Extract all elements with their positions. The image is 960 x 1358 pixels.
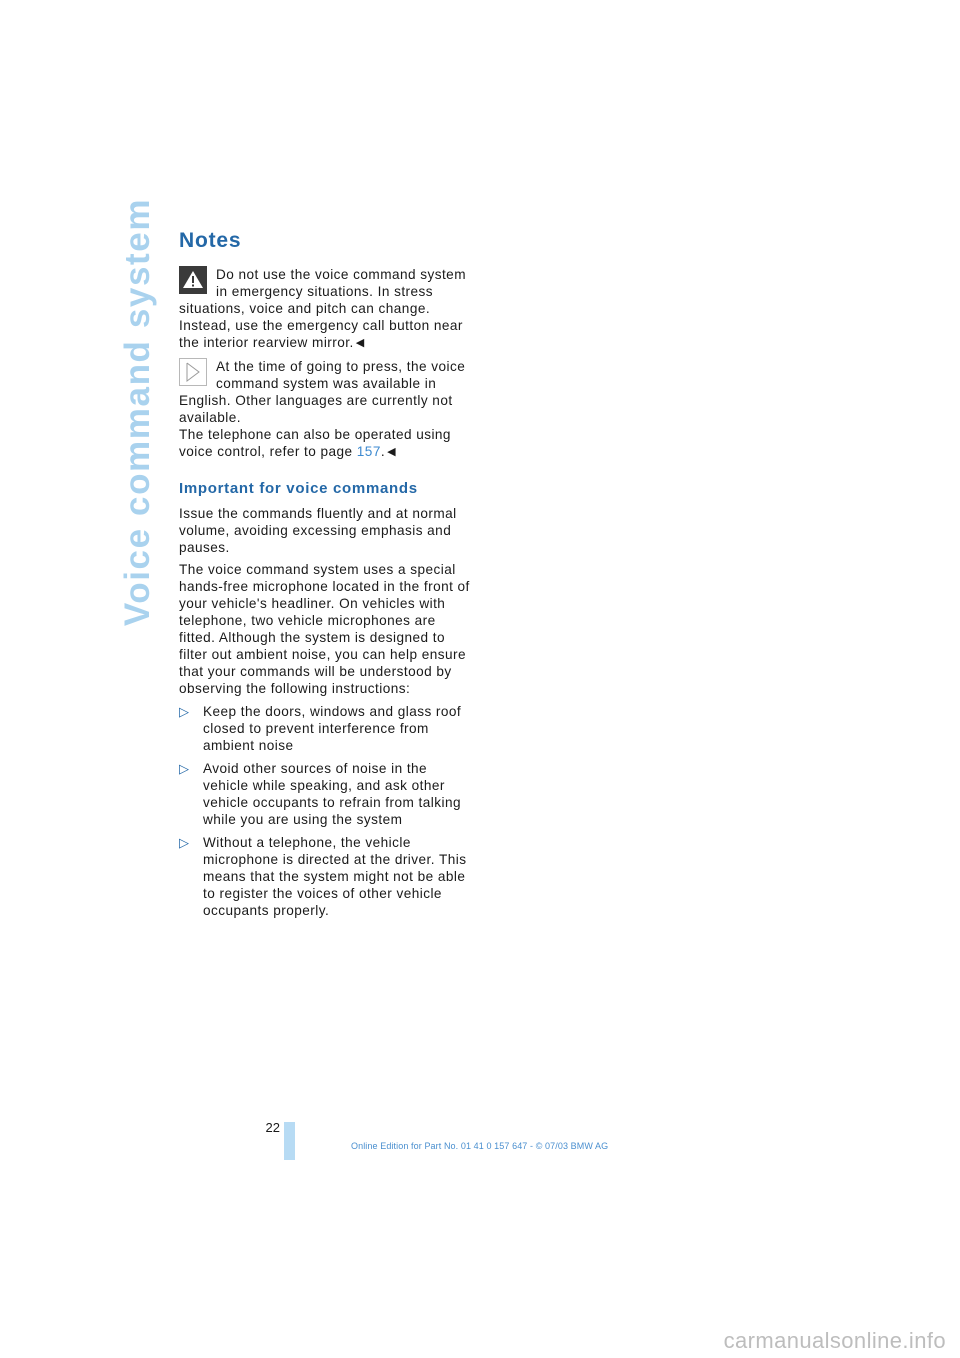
list-item-text: Without a telephone, the vehicle microphone is directed at the driver. This means that the system might not be able to register the voices of other vehicle occupants properly. (203, 835, 467, 918)
page-number: 22 (265, 1120, 280, 1135)
end-mark-icon: ◀ (387, 446, 396, 458)
list-item-text: Avoid other sources of noise in the vehicle while speaking, and ask other vehicle occupants to refrain from talking while you are using the system (203, 761, 461, 827)
list-item-text: Keep the doors, windows and glass roof closed to prevent interference from ambient noise (203, 704, 462, 753)
footer-accent-bar (284, 1122, 295, 1160)
info-text-2-end: . (380, 444, 386, 459)
edition-footer: Online Edition for Part No. 01 41 0 157 647 - © 07/03 BMW AG (351, 1141, 609, 1151)
list-item (179, 834, 471, 919)
section-title-text: Voice command system (118, 197, 157, 627)
section-side-title (108, 197, 168, 627)
warning-note (179, 266, 471, 352)
instruction-list (179, 703, 471, 919)
info-arrow-icon (179, 358, 207, 386)
list-item (179, 760, 471, 828)
list-item (179, 703, 471, 754)
notes-heading: Notes (179, 229, 242, 252)
info-text-2: The telephone can also be operated using voice control, refer to page (179, 427, 451, 459)
page-reference-link[interactable]: 157 (356, 444, 381, 459)
info-text-1: At the time of going to press, the voice command system was available in English. Other languages are currently not available. (179, 359, 466, 425)
warning-triangle-icon (179, 266, 207, 294)
bullet-arrow-icon: ▷ (179, 835, 190, 850)
info-note (179, 358, 471, 461)
end-mark-icon: ◀ (355, 337, 365, 349)
bullet-arrow-icon: ▷ (179, 704, 190, 719)
voice-commands-paragraph-1: Issue the commands fluently and at normal volume, avoiding excessing emphasis and pauses. (179, 506, 457, 555)
voice-commands-heading: Important for voice commands (179, 480, 418, 497)
page-content (179, 226, 471, 925)
warning-text: Do not use the voice command system in emergency situations. In stress situations, voice and pitch can change. Instead, use the emergency call button near the interior rearview mirror. (179, 267, 466, 350)
voice-commands-paragraph-2: The voice command system uses a special hands-free microphone located in the front of your vehicle's headliner. On vehicles with telephone, two vehicle microphones are fitted. Although the system is designed to filter out ambient noise, you can help ensure that your commands will be understood by observing the following instructions: (179, 562, 470, 696)
bullet-arrow-icon: ▷ (179, 761, 190, 776)
site-watermark: carmanualsonline.info (723, 1328, 946, 1353)
